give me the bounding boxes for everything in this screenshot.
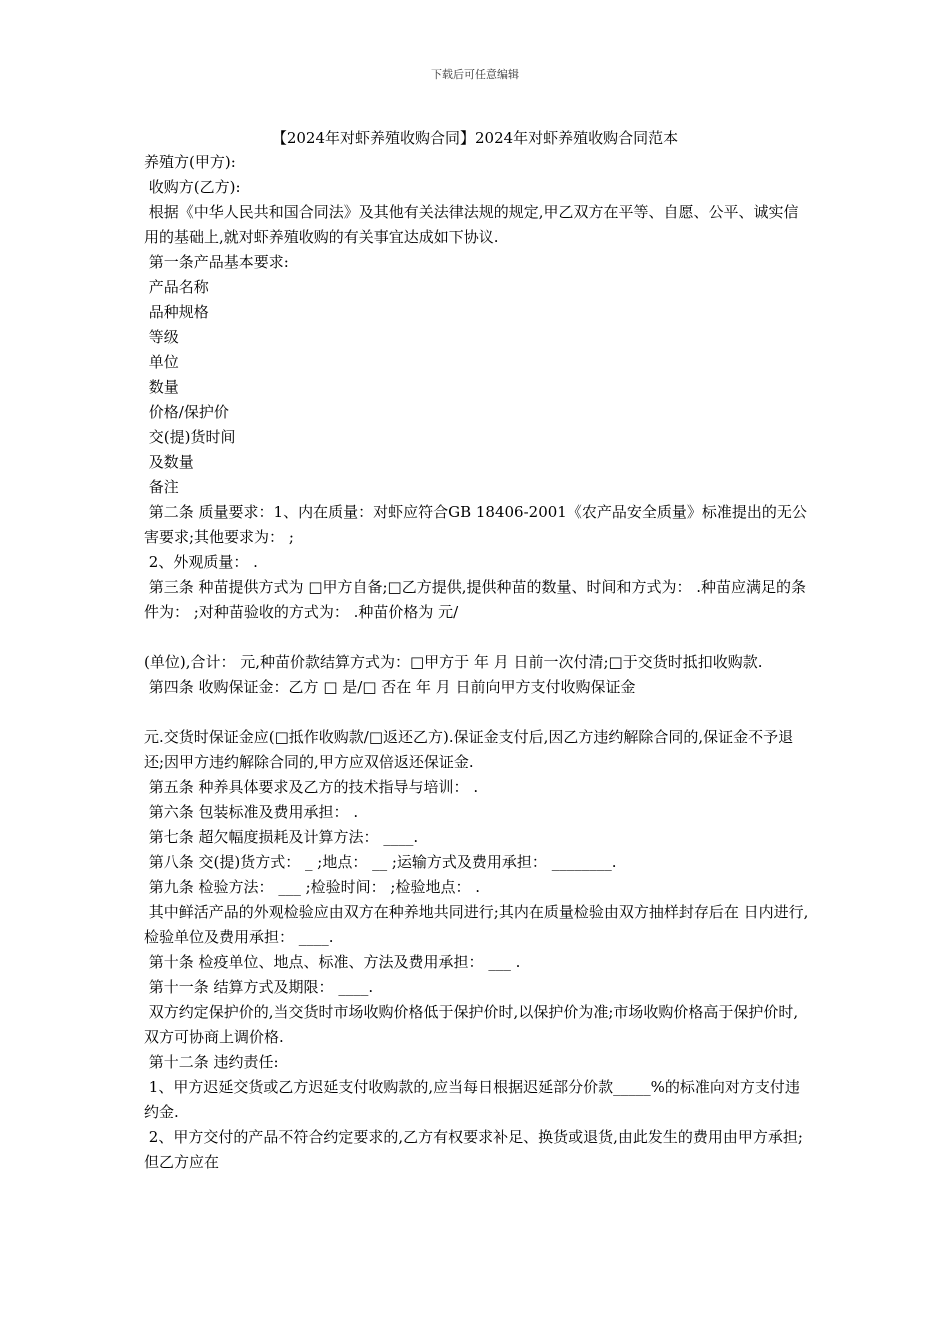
- paragraph: (单位),合计： 元,种苗价款结算方式为：□甲方于 年 月 日前一次付清;□于交货时抵扣收购款.: [144, 653, 763, 671]
- blank-line: [144, 700, 810, 725]
- paragraph: 第四条 收购保证金：乙方 □ 是/□ 否在 年 月 日前向甲方支付收购保证金: [144, 678, 636, 696]
- paragraph: 第六条 包装标准及费用承担： .: [144, 803, 359, 821]
- document-body: [144, 150, 810, 1175]
- paragraph: 其中鲜活产品的外观检验应由双方在种养地共同进行;其内在质量检验由双方抽样封存后在 日内进行,检验单位及费用承担： ____.: [144, 903, 809, 946]
- paragraph: 根据《中华人民共和国合同法》及其他有关法律法规的规定,甲乙双方在平等、自愿、公平、诚实信用的基础上,就对虾养殖收购的有关事宜达成如下协议.: [144, 203, 799, 246]
- page-header: 下载后可任意编辑: [431, 68, 519, 81]
- paragraph: 及数量: [144, 453, 194, 471]
- paragraph: 收购方(乙方):: [144, 178, 241, 196]
- paragraph: 第八条 交(提)货方式： _ ;地点： __ ;运输方式及费用承担： ________.: [144, 853, 617, 871]
- paragraph: 第九条 检验方法： ___ ;检验时间： ;检验地点： .: [144, 878, 480, 896]
- paragraph: 第七条 超欠幅度损耗及计算方法： ____.: [144, 828, 419, 846]
- paragraph: 2、外观质量： .: [144, 553, 258, 571]
- paragraph: 交(提)货时间: [144, 428, 236, 446]
- paragraph: 第十二条 违约责任:: [144, 1053, 279, 1071]
- paragraph: 第十条 检疫单位、地点、标准、方法及费用承担： ___ .: [144, 953, 521, 971]
- paragraph: 双方约定保护价的,当交货时市场收购价格低于保护价时,以保护价为准;市场收购价格高于保护价时,双方可协商上调价格.: [144, 1003, 799, 1046]
- document-title: 【2024年对虾养殖收购合同】2024年对虾养殖收购合同范本: [271, 129, 679, 147]
- paragraph: 养殖方(甲方):: [144, 153, 236, 171]
- paragraph: 数量: [144, 378, 179, 396]
- paragraph: 第五条 种养具体要求及乙方的技术指导与培训： .: [144, 778, 479, 796]
- paragraph: 第二条 质量要求：1、内在质量：对虾应符合GB 18406-2001《农产品安全质量》标准提出的无公害要求;其他要求为： ;: [144, 503, 807, 546]
- paragraph: 第一条产品基本要求:: [144, 253, 289, 271]
- blank-line: [144, 625, 810, 650]
- paragraph: 第三条 种苗提供方式为 □甲方自备;□乙方提供,提供种苗的数量、时间和方式为： .种苗应满足的条件为： ;对种苗验收的方式为： .种苗价格为 元/: [144, 578, 807, 621]
- paragraph: 价格/保护价: [144, 403, 229, 421]
- paragraph: 元.交货时保证金应(□抵作收购款/□返还乙方).保证金支付后,因乙方违约解除合同的,保证金不予退还;因甲方违约解除合同的,甲方应双倍返还保证金.: [144, 728, 794, 771]
- paragraph: 等级: [144, 328, 179, 346]
- paragraph: 1、甲方迟延交货或乙方迟延支付收购款的,应当每日根据迟延部分价款_____%的标准向对方支付违约金.: [144, 1078, 800, 1121]
- paragraph: 产品名称: [144, 278, 209, 296]
- paragraph: 2、甲方交付的产品不符合约定要求的,乙方有权要求补足、换货或退货,由此发生的费用由甲方承担;但乙方应在: [144, 1128, 803, 1171]
- paragraph: 单位: [144, 353, 179, 371]
- paragraph: 品种规格: [144, 303, 209, 321]
- paragraph: 备注: [144, 478, 179, 496]
- paragraph: 第十一条 结算方式及期限： ____.: [144, 978, 374, 996]
